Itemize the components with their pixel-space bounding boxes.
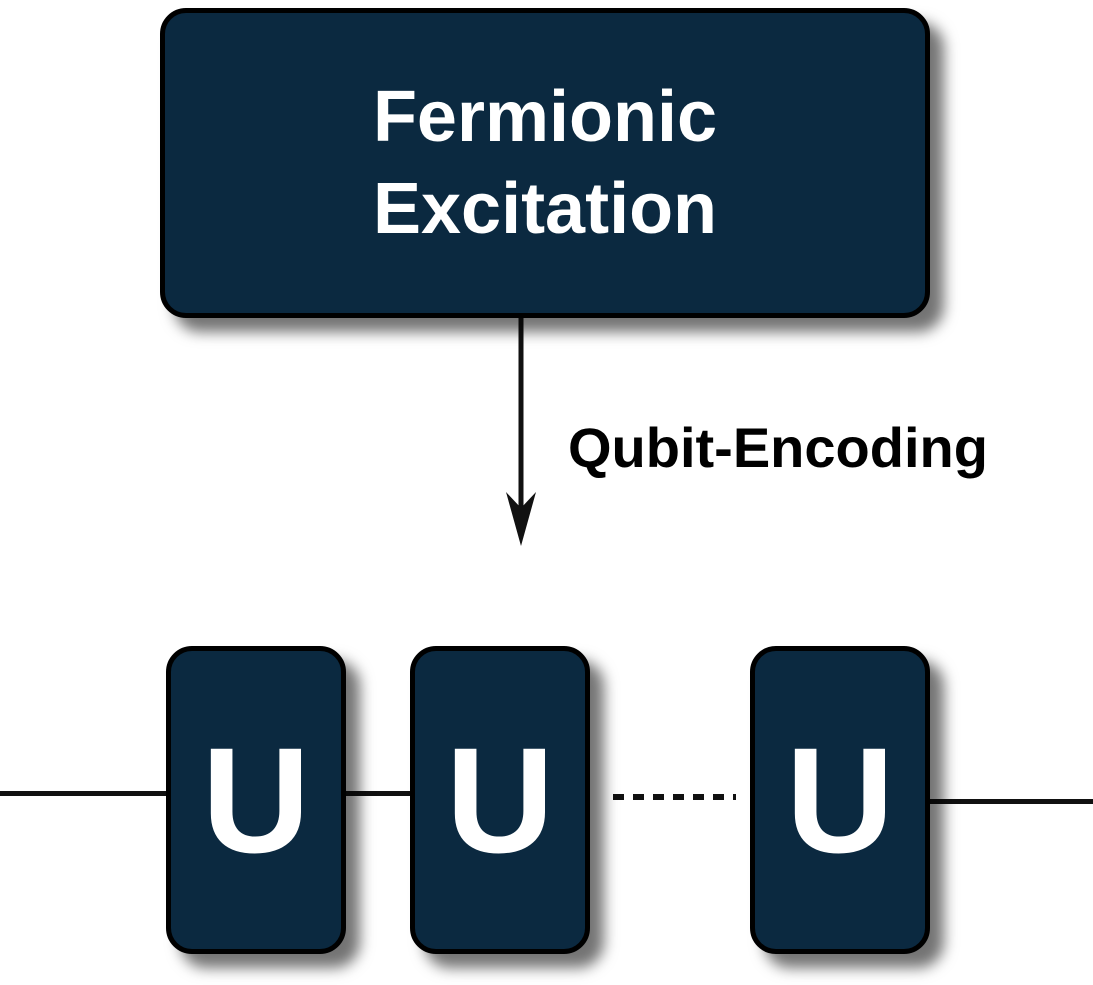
qubit-wire-right [926, 799, 1093, 804]
fermionic-excitation-box [160, 8, 930, 318]
source-box-line1: Fermionic [372, 77, 718, 157]
unitary-gate-1: U [166, 646, 346, 954]
qubit-wire-middle [342, 791, 414, 796]
arrow-label: Qubit-Encoding [568, 416, 988, 479]
source-box-line2: Excitation [372, 169, 718, 249]
unitary-gate-2: U [410, 646, 590, 954]
qubit-wire-left [0, 791, 170, 796]
encoding-arrow-head [506, 492, 536, 546]
unitary-gate-3: U [750, 646, 930, 954]
